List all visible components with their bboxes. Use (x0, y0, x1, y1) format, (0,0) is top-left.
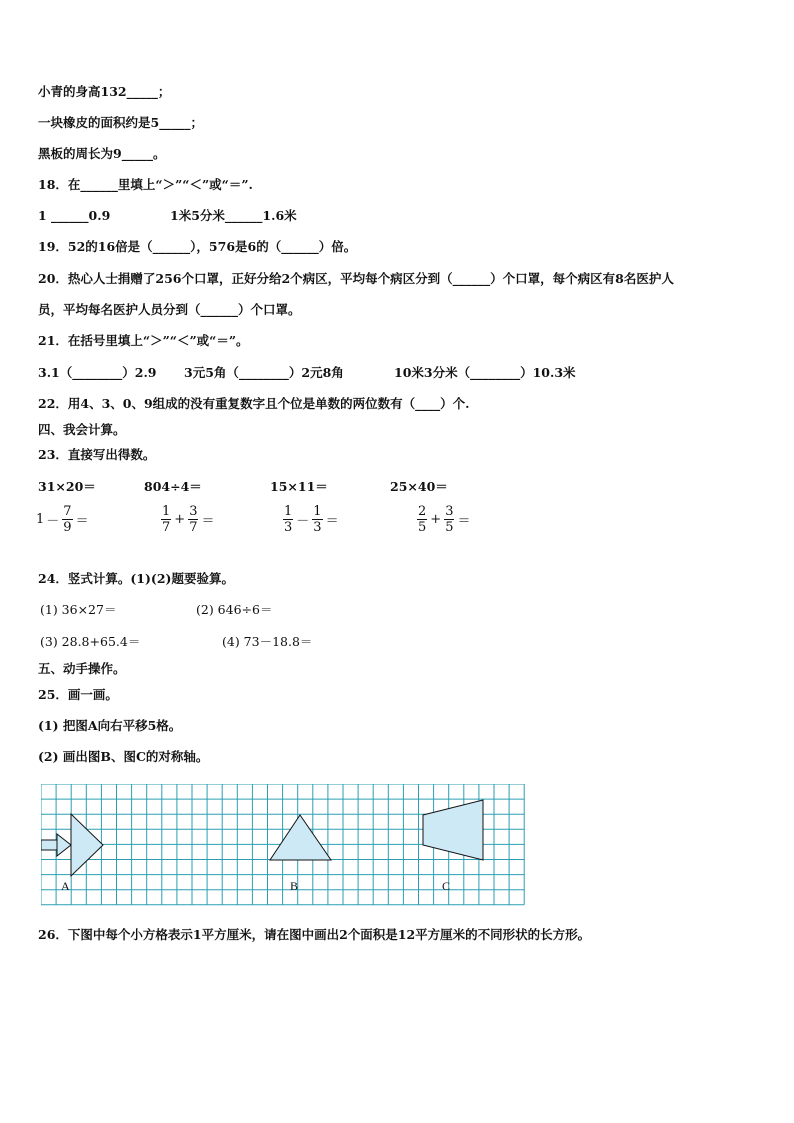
operator: － (46, 514, 60, 529)
figure-a-stem (41, 840, 57, 850)
vertical-calc-2: (2) 646÷6＝ (196, 602, 273, 617)
question-23: 23．直接写出得数。 (38, 447, 156, 462)
question-20-line-2: 员，平均每名医护人员分到（______）个口罩。 (38, 302, 301, 317)
whole-number: 1 (36, 512, 45, 527)
fraction (283, 504, 293, 535)
question-18: 18．在______里填上“＞”“＜”或“＝”. (38, 177, 253, 192)
question-25-part-1: (1) 把图A向右平移5格。 (38, 718, 182, 733)
question-24: 24．竖式计算。(1)(2)题要验算。 (38, 571, 234, 586)
question-25: 25．画一画。 (38, 687, 118, 702)
operator: + (430, 512, 442, 527)
figure-a-small-arrowhead (57, 834, 71, 856)
figure-b-triangle (270, 815, 331, 860)
figure-c-label: C (442, 879, 451, 893)
numerator: 3 (189, 504, 198, 519)
figure-c-trapezoid (423, 800, 483, 860)
fraction-expression-3 (282, 504, 341, 535)
numerator: 1 (313, 504, 322, 519)
drawing-grid (41, 784, 531, 912)
figure-b-label: B (290, 879, 299, 893)
denominator: 7 (162, 520, 171, 535)
denominator: 5 (418, 520, 427, 535)
fraction (62, 504, 72, 535)
numerator: 3 (445, 504, 454, 519)
calc-2: 804÷4＝ (144, 479, 202, 494)
grid-figure (41, 784, 531, 908)
question-21-item-a: 3.1（________）2.9 (38, 365, 157, 380)
fraction-expression-4 (416, 504, 472, 535)
operator: － (296, 514, 310, 529)
figure-a (41, 814, 103, 876)
denominator: 5 (445, 520, 454, 535)
vertical-calc-1: (1) 36×27＝ (40, 602, 117, 617)
equals: ＝ (325, 514, 339, 529)
equals: ＝ (457, 514, 471, 529)
fraction (161, 504, 171, 535)
calc-4: 25×40＝ (390, 479, 448, 494)
question-18-item-a: 1 ______0.9 (38, 208, 111, 223)
question-25-part-2: (2) 画出图B、图C的对称轴。 (38, 749, 209, 764)
section-4-heading: 四、我会计算。 (38, 422, 126, 437)
section-5-heading: 五、动手操作。 (38, 661, 126, 676)
figure-a-label: A (61, 879, 70, 893)
numerator: 1 (284, 504, 293, 519)
question-26: 26．下图中每个小方格表示1平方厘米，请在图中画出2个面积是12平方厘米的不同形状的长方形。 (38, 927, 591, 942)
fraction (312, 504, 322, 535)
question-21-item-c: 10米3分米（________）10.3米 (394, 365, 576, 380)
question-19: 19．52的16倍是（______），576是6的（______）倍。 (38, 239, 357, 254)
question-21: 21．在括号里填上“＞”“＜”或“＝”。 (38, 333, 249, 348)
question-20-line-1: 20．热心人士捐赠了256个口罩，正好分给2个病区，平均每个病区分到（______）个口罩，每个病区有8名医护人 (38, 271, 674, 286)
calc-1: 31×20＝ (38, 479, 96, 494)
question-21-item-b: 3元5角（________）2元8角 (184, 365, 344, 380)
equals: ＝ (201, 514, 215, 529)
numerator: 1 (162, 504, 171, 519)
line-blackboard-blank: 黑板的周长为9_____。 (38, 146, 166, 161)
fraction (188, 504, 198, 535)
question-22: 22．用4、3、0、9组成的没有重复数字且个位是单数的两位数有（____）个. (38, 396, 470, 411)
fraction (444, 504, 454, 535)
operator: + (174, 512, 186, 527)
vertical-calc-4: (4) 73－18.8＝ (222, 634, 313, 649)
fraction-expression-2 (160, 504, 216, 535)
denominator: 7 (189, 520, 198, 535)
line-height-blank: 小青的身高132_____； (38, 84, 171, 99)
fraction (417, 504, 427, 535)
fraction-expression-1 (36, 504, 91, 535)
denominator: 3 (313, 520, 322, 535)
question-18-item-b: 1米5分米______1.6米 (170, 208, 297, 223)
numerator: 7 (63, 504, 72, 519)
calc-3: 15×11＝ (270, 479, 328, 494)
denominator: 3 (284, 520, 293, 535)
vertical-calc-3: (3) 28.8+65.4＝ (40, 634, 141, 649)
line-eraser-blank: 一块橡皮的面积约是5_____； (38, 115, 203, 130)
numerator: 2 (418, 504, 427, 519)
equals: ＝ (75, 514, 89, 529)
figure-a-large-arrowhead (71, 814, 103, 876)
denominator: 9 (63, 520, 72, 535)
